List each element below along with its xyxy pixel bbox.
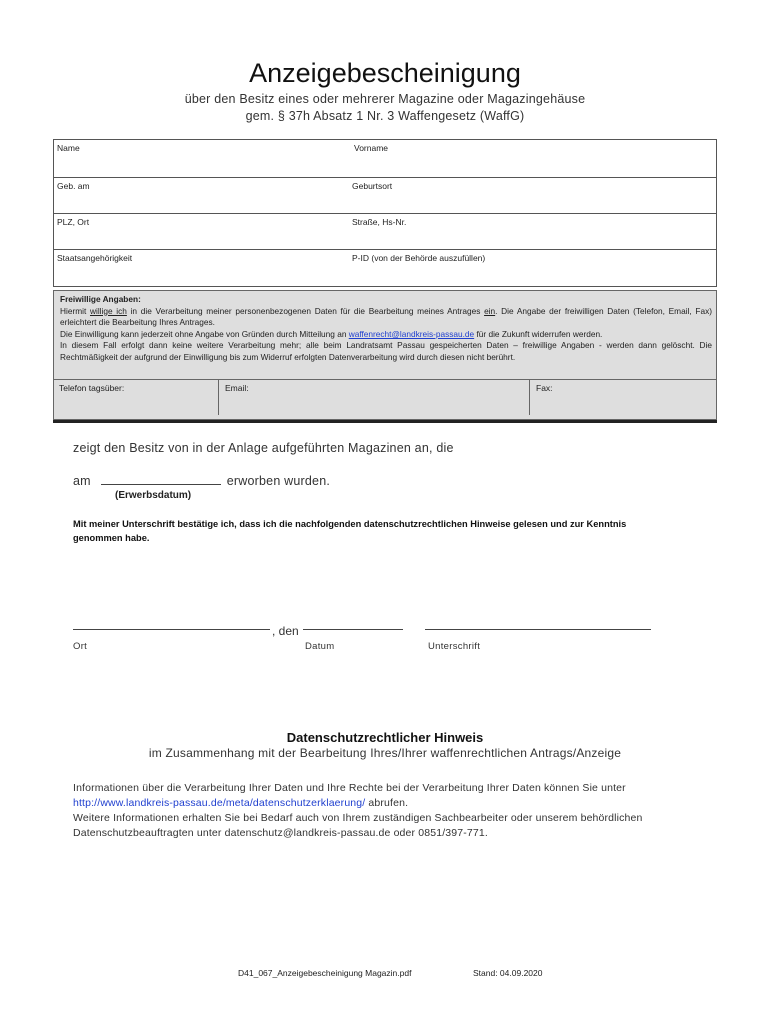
geb-am-field[interactable]: Geb. am (57, 181, 90, 191)
footer-stand: Stand: 04.09.2020 (473, 968, 543, 978)
ort-line[interactable] (73, 628, 270, 630)
divider (53, 420, 717, 423)
vorname-field[interactable]: Vorname (354, 143, 389, 153)
privacy-p2: Weitere Informationen erhalten Sie bei Bedarf auch von Ihrem zuständigen Sachbearbeiter oder unserem behördlichen Datenschutzbeauftragten unter datenschutz@landkreis-passau.de oder 0851/397-771. (73, 812, 643, 839)
privacy-subtitle: im Zusammenhang mit der Bearbeitung Ihres/Ihrer waffenrechtlichen Antrags/Anzeige (148, 746, 622, 760)
fax-field[interactable] (530, 380, 717, 415)
privacy-p1-end: abrufen. (365, 797, 409, 809)
possession-text: zeigt den Besitz von in der Anlage aufgeführten Magazinen an, die (73, 441, 454, 455)
personal-data-table (53, 139, 717, 287)
acquisition-date-field[interactable] (101, 474, 221, 485)
erwerbsdatum-label: (Erwerbsdatum) (115, 490, 192, 501)
datum-line[interactable] (303, 628, 403, 630)
revoke-text-1: Die Einwilligung kann jederzeit ohne Angabe von Gründen durch Mitteilung an (60, 328, 349, 339)
telefon-field[interactable] (53, 380, 219, 415)
row-name (54, 140, 716, 176)
privacy-info (73, 781, 713, 841)
am-label: am (73, 474, 91, 488)
footer-filename: D41_067_Anzeigebescheinigung Magazin.pdf (238, 968, 412, 978)
consent-text-1: Hiermit (60, 305, 90, 316)
deletion-text: In diesem Fall erfolgt dann keine weitere Verarbeitung mehr; alle beim Landratsamt Passau gespeicherten Daten – freiwillige Angaben - werden dann gelöscht. Die Rechtmäßigkeit der aufgrund der Einwilligung bis zum Widerruf erfolgten Datenverarbeitung wird durch diesen nicht berührt. (60, 340, 712, 362)
subtitle-2: gem. § 37h Absatz 1 Nr. 3 Waffengesetz (WaffG) (245, 109, 525, 123)
ort-label: Ort (73, 641, 88, 652)
telefon-label: Telefon tagsüber: (59, 383, 125, 393)
plz-ort-field[interactable]: PLZ, Ort (57, 217, 90, 227)
geburtsort-field[interactable]: Geburtsort (352, 181, 393, 191)
row-address (54, 213, 716, 249)
privacy-p1: Informationen über die Verarbeitung Ihrer Daten und Ihre Rechte bei der Verarbeitung Ihrer Daten können Sie unter (73, 782, 626, 794)
den-label: , den (272, 624, 299, 638)
datum-label: Datum (305, 641, 335, 652)
privacy-title: Datenschutzrechtlicher Hinweis (286, 730, 484, 745)
unterschrift-label: Unterschrift (428, 641, 481, 652)
waffenrecht-email-link[interactable]: waffenrecht@landkreis-passau.de (348, 328, 475, 339)
voluntary-text (60, 294, 712, 364)
strasse-field[interactable]: Straße, Hs-Nr. (352, 217, 407, 227)
contact-row (53, 379, 717, 415)
email-field[interactable] (219, 380, 530, 415)
acquisition-line (73, 474, 330, 488)
consent-statement: Mit meiner Unterschrift bestätige ich, dass ich die nachfolgenden datenschutzrechtlichen Hinweise gelesen und zur Kenntnis genommen habe. (73, 519, 627, 543)
subtitle-1: über den Besitz eines oder mehrerer Magazine oder Magazingehäuse (184, 92, 586, 106)
page-title: Anzeigebescheinigung (249, 58, 521, 88)
p-id-field[interactable]: P-ID (von der Behörde auszufüllen) (352, 253, 486, 263)
name-field[interactable]: Name (57, 143, 80, 153)
consent-text-3: . Die Angabe der freiwilligen Daten (Telefon, Email, Fax) erleichtert die Bearbeitung Ihres Antrages. (60, 305, 712, 328)
row-nationality (54, 249, 716, 285)
revoke-text-2: für die Zukunft widerrufen werden. (474, 328, 603, 339)
consent-text-2: in die Verarbeitung meiner personenbezogenen Daten für die Bearbeitung meines Antrages (126, 305, 485, 316)
fax-label: Fax: (536, 383, 553, 393)
consent-underlined: willige ich (89, 305, 127, 316)
email-label: Email: (225, 383, 249, 393)
voluntary-info-box (53, 290, 717, 420)
voluntary-heading: Freiwillige Angaben: (60, 294, 141, 304)
erworben-label: erworben wurden. (226, 474, 331, 488)
unterschrift-line[interactable] (425, 628, 651, 630)
staatsangehoerigkeit-field[interactable]: Staatsangehörigkeit (57, 253, 133, 263)
consent-ein: ein (484, 305, 496, 316)
row-birth (54, 177, 716, 213)
privacy-policy-link[interactable]: http://www.landkreis-passau.de/meta/datenschutzerklaerung/ (73, 797, 366, 809)
